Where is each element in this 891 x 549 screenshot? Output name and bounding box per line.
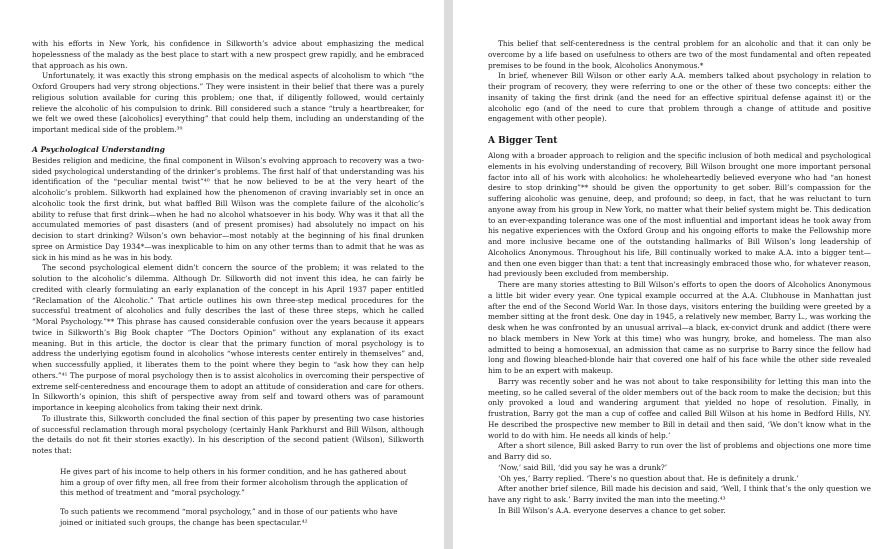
- right-page: [453, 0, 891, 549]
- quote-paragraph-1: He gives part of his income to help others in his former condition, and he has gathered about him a group of over fifty men, all free from their former alcoholism through the application of this method of treatment and “moral psychology.”: [60, 466, 408, 498]
- right-paragraph-7: ‘Now,’ said Bill, ‘did you say he was a drunk?’: [498, 462, 668, 472]
- left-paragraph-2: Unfortunately, it was exactly this strong emphasis on the medical aspects of alcoholism to which “the Oxford Groupers had very strong objections.” They were insistent in their belief that there was a purely religious solution available for curing this problem; one that, if diligently followed, would certainly relieve the alcoholic of his compulsion to drink. Bill considered such a stance “truly a heartbreaker, for we felt we owed these [alcoholics] everything” that could help them, including an understanding of the important medical side of the problem.³⁹: [32, 71, 424, 134]
- left-paragraph-4: The second psychological element didn’t concern the source of the problem; it was related to the solution to the alcoholic’s dilemma. Although Dr. Silkworth did not invent this idea, he can fairly be credited with clearly formulating an early explanation of the concept in his April 1937 paper entitled “Reclamation of the Alcoholic.” That article outlines his own three-step medical procedures for the successful treatment of alcoholics and fully describes the last of these three steps, which he called “Moral Psychology.”** This phrase has caused considerable confusion over the years because it appears twice in Silkworth’s Big Book chapter “The Doctors Opinion” without any explanation of its exact meaning. But in this article, the doctor is clear that the primary function of moral psychology is to address the underlying egotism found in alcoholics “whose interests center entirely in themselves” and, when successfully applied, it liberates them to the point where they begin to “ask how they can help others.”⁴¹ The purpose of moral psychology then is to assist alcoholics in overcoming their perspective of extreme self-centeredness and encourage them to adopt an attitude of consideration and care for others. In Silkworth’s opinion, this shift of perspective away from self and toward others was of paramount importance in keeping alcoholics from taking their next drink.: [32, 263, 424, 412]
- right-paragraph-6: After a short silence, Bill asked Barry to run over the list of problems and objections one more time and Barry did so.: [488, 441, 871, 461]
- left-paragraph-1: with his efforts in New York, his confidence in Silkworth’s advice about emphasizing the medical hopelessness of the malady as the best place to start with a new prospect grew rapidly, and he embraced that approach as his own.: [32, 39, 424, 70]
- block-quote: [60, 467, 412, 529]
- right-paragraph-4: There are many stories attesting to Bill Wilson’s efforts to open the doors of Alcoholics Anonymous a little bit wider every year. One typical example occurred at the A.A. Clubhouse in Manhattan just after the end of the Second World War. In those days, visitors entering the building were greeted by a member sitting at the front desk. One day in 1945, a relatively new member, Barry L., was working the desk when he was confronted by an unusual arrival—a black, ex-convict drunk and addict (there were no black members in New York at this time) who was hungry, broke, and homeless. The man also admitted to being a homosexual, an admission that came as no surprise to Barry since the fellow had long and flowing bleached-blonde hair that covered one half of his face while the other side revealed him to be an expert with makeup.: [488, 280, 871, 375]
- right-paragraph-8: ‘Oh yes,’ Barry replied. ‘There’s no question about that. He is definitely a drunk.’: [498, 473, 799, 483]
- quote-paragraph-2: To such patients we recommend “moral psychology,” and in those of our patients who have joined or initiated such groups, the change has been spectacular.⁴²: [60, 507, 398, 527]
- section-heading: A Bigger Tent: [488, 136, 558, 146]
- right-paragraph-5: Barry was recently sober and he was not about to take responsibility for letting this man into the meeting, so he called several of the older members out of the back room to make the decision; but this only provoked a loud and wandering argument that yielded no hope of resolution. Finally, in frustration, Barry got the man a cup of coffee and called Bill Wilson at his home in Bedford Hills, NY. He described the prospective new member to Bill in detail and then said, ‘We don’t know what in the world to do with him. He needs all kinds of help.’: [488, 376, 871, 440]
- left-paragraph-5: To illustrate this, Silkworth concluded the final section of this paper by presenting two case histories of successful reclamation through moral psychology (certainly Hank Parkhurst and Bill Wilson, although the details do not fit their stories exactly). In his description of the second patient (Wilson), Silkworth notes that:: [32, 413, 424, 455]
- right-paragraph-2: In brief, whenever Bill Wilson or other early A.A. members talked about psychology in relation to their program of recovery, they were referring to one or the other of these two concepts: either the insanity of taking the first drink (and the need for an effective spiritual defense against it) or the alcoholic ego (and of the need to cure that problem through a change of attitude and positive engagement with other people).: [488, 71, 871, 124]
- right-paragraph-3: Along with a broader approach to religion and the specific inclusion of both medical and psychological elements in his evolving understanding of recovery, Bill Wilson brought one more important personal factor into all of his work with alcoholics: he wholeheartedly believed everyone who had “an honest desire to stop drinking”** should be given the opportunity to get sober. Bill’s compassion for the suffering alcoholic was genuine, deep, and profound; so deep, in fact, that he was reluctant to turn anyone away from his group in New York, no matter what their belief system might be. This dedication to an ever-expanding tolerance was one of the most influential and important ideas he took away from his negative experiences with the Oxford Group and his ongoing efforts to make the Fellowship more and more inclusive became one of the outstanding hallmarks of Bill Wilson’s long leadership of Alcoholics Anonymous. Throughout his life, Bill continually worked to make A.A. into a bigger tent—and then one even bigger than that: a tent that increasingly embraced those who, for whatever reason, had previously been excluded from membership.: [488, 151, 871, 279]
- page-gutter: [444, 0, 453, 549]
- left-page: [0, 0, 444, 549]
- right-paragraph-10: In Bill Wilson’s A.A. everyone deserves a chance to get sober.: [498, 505, 726, 515]
- left-paragraph-3: Besides religion and medicine, the final component in Wilson’s evolving approach to recovery was a two-sided psychological understanding of the drinker’s problems. The first half of that understanding was his identification of the “peculiar mental twist”⁴⁰ that he now believed to be at the very heart of the alcoholic’s problem. Silkworth had explained how the phenomenon of craving invariably set in once an alcoholic took the first drink, but what baffled Bill Wilson was the complete failure of the alcoholic’s ability to refuse that first drink—when he had no alcohol whatsoever in his body. Why was it that all the accumulated memories of past disasters (and of present promises) had absolutely no impact on his decision to start drinking? Wilson’s own behavior—most notably at the beginning of his final drunken spree on Armistice Day 1934*—was inexplicable to him on any other terms than to admit that he was as sick in his mind as he was in his body.: [32, 155, 424, 262]
- right-paragraph-9: After another brief silence, Bill made his decision and said, ‘Well, I think that’s the only question we have any right to ask.’ Barry invited the man into the meeting.⁴³: [488, 484, 871, 504]
- section-subheading: A Psychological Understanding: [32, 144, 165, 154]
- right-paragraph-1: This belief that self-centeredness is the central problem for an alcoholic and that it can only be overcome by a life based on usefulness to others are two of the most fundamental and often repeated premises to be found in the book, Alcoholics Anonymous.*: [488, 39, 871, 70]
